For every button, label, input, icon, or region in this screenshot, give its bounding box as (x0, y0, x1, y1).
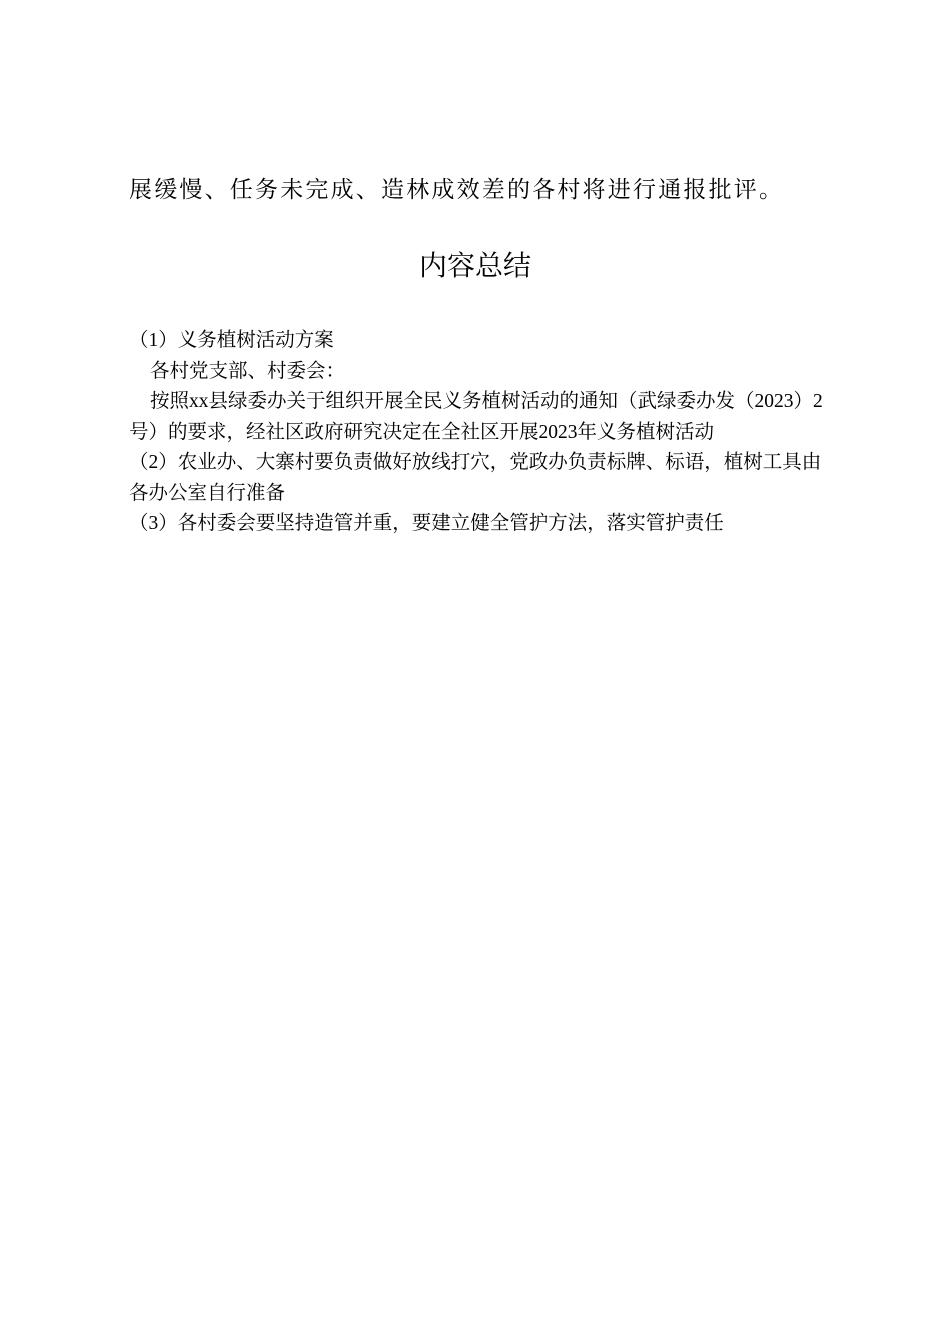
summary-item-1-body-text: 按照xx县绿委办关于组织开展全民义务植树活动的通知（武绿委办发（2023）2号）的要求，经社区政府研究决定在全社区开展2023年义务植树活动 (129, 391, 823, 443)
summary-item-1-heading: （1）义务植树活动方案 (129, 330, 334, 351)
summary-item-3: （3）各村委会要坚持造管并重，要建立健全管护方法，落实管护责任 (129, 513, 724, 534)
summary-title: 内容总结 (418, 249, 531, 282)
summary-item-1-salutation: 各村党支部、村委会： (150, 360, 346, 382)
summary-item-1-body (129, 387, 829, 448)
summary-section (129, 326, 829, 540)
summary-item-2: （2）农业办、大寨村要负责做好放线打穴，党政办负责标牌、标语，植树工具由各办公室自行准备 (129, 452, 822, 504)
continuation-text: 展缓慢、任务未完成、造林成效差的各村将进行通报批评。 (129, 177, 785, 203)
